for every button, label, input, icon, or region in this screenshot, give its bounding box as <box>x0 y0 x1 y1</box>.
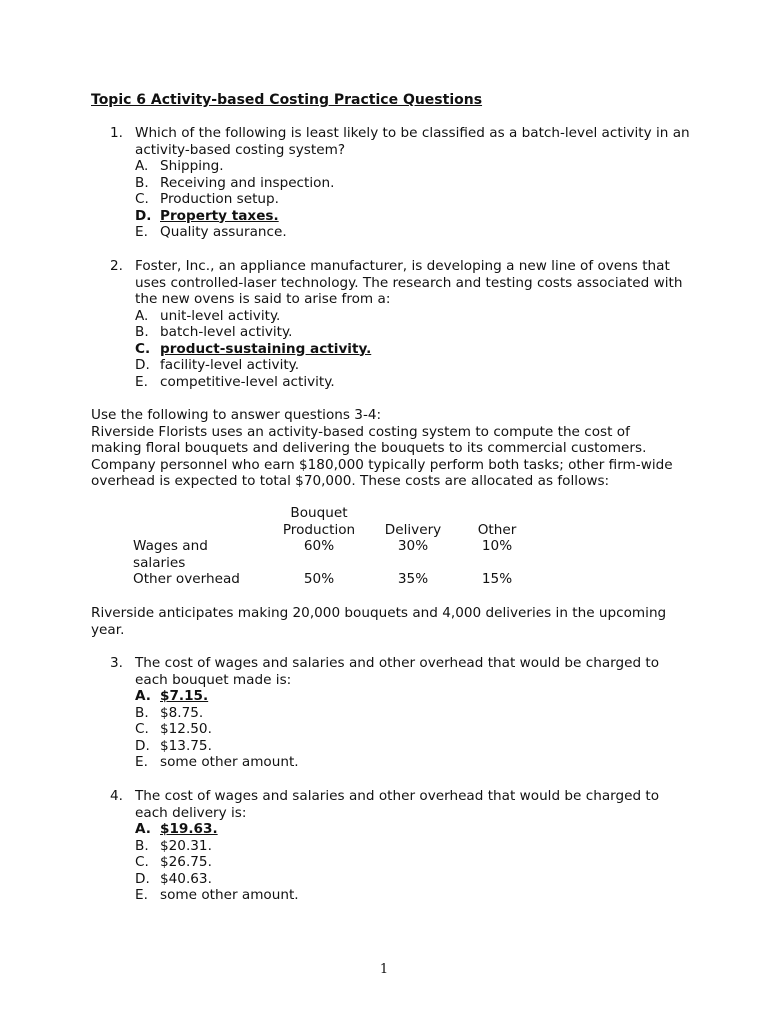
allocation-table <box>133 505 527 588</box>
table-header-row <box>133 505 527 538</box>
table-cell: 30% <box>397 538 429 554</box>
option-text: Quality assurance. <box>160 224 287 240</box>
row-label: Other overhead <box>133 571 240 587</box>
option-text: $19.63. <box>160 821 218 837</box>
intro-paragraph <box>91 407 681 490</box>
option-letter: D. <box>135 357 150 373</box>
option <box>135 324 690 341</box>
option <box>135 357 690 374</box>
option <box>135 871 690 888</box>
question-3 <box>110 655 690 771</box>
option-list <box>135 158 690 241</box>
option <box>135 754 690 771</box>
option-text: Production setup. <box>160 191 279 207</box>
question-stem: The cost of wages and salaries and other overhead that would be charged to each delivery is: <box>135 788 660 821</box>
option-correct <box>135 341 690 358</box>
option <box>135 705 690 722</box>
option-letter: A. <box>135 688 151 704</box>
option-letter: E. <box>135 224 148 240</box>
option-letter: B. <box>135 174 149 191</box>
option-text: some other amount. <box>160 754 299 770</box>
option-text: some other amount. <box>160 887 299 903</box>
option <box>135 838 690 855</box>
option-letter: A. <box>135 158 149 174</box>
column-header <box>279 505 359 538</box>
option-letter: A. <box>135 821 151 837</box>
option-text: $13.75. <box>160 737 212 754</box>
option-letter: E. <box>135 887 148 903</box>
option <box>135 191 690 208</box>
question-number: 4. <box>110 788 123 804</box>
option-text: $12.50. <box>160 721 212 737</box>
option-list <box>135 688 690 771</box>
question-number: 3. <box>110 655 123 671</box>
option-text: Property taxes. <box>160 207 279 224</box>
option <box>135 738 690 755</box>
option-letter: C. <box>135 191 149 207</box>
page-number: 1 <box>379 962 389 977</box>
option-text: product-sustaining activity. <box>160 340 372 357</box>
option-text: facility-level activity. <box>160 357 300 373</box>
option-letter: D. <box>135 737 150 754</box>
option <box>135 721 690 738</box>
question-stem: Which of the following is least likely to be classified as a batch-level activity in an activity-based costing system? <box>135 125 690 158</box>
row-label: Wages and salaries <box>133 538 208 571</box>
option-text: $20.31. <box>160 837 212 854</box>
option-correct <box>135 688 690 705</box>
option <box>135 887 690 904</box>
option-letter: B. <box>135 837 149 854</box>
option-text: Receiving and inspection. <box>160 174 335 191</box>
question-number: 1. <box>110 125 123 141</box>
option-letter: C. <box>135 721 149 737</box>
option-letter: E. <box>135 754 148 770</box>
table-cell: 10% <box>481 538 513 554</box>
question-stem: The cost of wages and salaries and other overhead that would be charged to each bouquet made is: <box>135 655 660 688</box>
option-text: batch-level activity. <box>160 324 293 340</box>
table-row <box>133 538 527 571</box>
option-list <box>135 821 690 904</box>
question-number: 2. <box>110 258 123 274</box>
question-2 <box>110 258 690 390</box>
option <box>135 175 690 192</box>
intro-lead: Use the following to answer questions 3-4: <box>91 407 382 423</box>
page-title: Topic 6 Activity-based Costing Practice Questions <box>91 92 483 108</box>
option-text: unit-level activity. <box>160 307 281 324</box>
table-cell: 35% <box>397 571 429 587</box>
option <box>135 224 690 241</box>
option-list <box>135 308 690 391</box>
option-letter: B. <box>135 704 149 721</box>
option-letter: D. <box>135 207 152 224</box>
option <box>135 158 690 175</box>
option-correct <box>135 208 690 225</box>
option-letter: A. <box>135 307 149 324</box>
option-text: competitive-level activity. <box>160 373 335 390</box>
option-text: Shipping. <box>160 158 224 174</box>
option-text: $8.75. <box>160 704 204 721</box>
option-letter: D. <box>135 870 150 887</box>
option-letter: B. <box>135 324 149 340</box>
anticipation-paragraph: Riverside anticipates making 20,000 bouquets and 4,000 deliveries in the upcoming year. <box>91 605 667 638</box>
column-header: Other <box>477 521 517 538</box>
intro-body: Riverside Florists uses an activity-based costing system to compute the cost of making floral bouquets and delivering the bouquets to its commercial customers. Company personnel who earn $180,000 typically perform both tasks; other firm-wide overhead is expected to total $70,000. These costs are allocated as follows: <box>91 423 673 489</box>
option-letter: E. <box>135 373 148 390</box>
option-letter: C. <box>135 854 149 870</box>
question-1 <box>110 125 690 241</box>
option <box>135 854 690 871</box>
option-text: $7.15. <box>160 688 209 704</box>
table-cell: 15% <box>481 571 513 587</box>
column-header-line: Production <box>282 521 356 538</box>
column-header: Delivery <box>384 521 442 538</box>
table-row <box>133 571 527 588</box>
option-letter: C. <box>135 340 151 357</box>
question-stem: Foster, Inc., an appliance manufacturer, is developing a new line of ovens that uses controlled-laser technology. The research and testing costs associated with the new ovens is said to arise from a: <box>135 258 683 307</box>
column-header-line: Bouquet <box>290 505 348 521</box>
table-cell: 60% <box>303 538 335 554</box>
table-cell: 50% <box>303 571 335 587</box>
option-text: $26.75. <box>160 854 212 870</box>
option-text: $40.63. <box>160 870 212 887</box>
question-4 <box>110 788 690 904</box>
option <box>135 308 690 325</box>
option <box>135 374 690 391</box>
option-correct <box>135 821 690 838</box>
